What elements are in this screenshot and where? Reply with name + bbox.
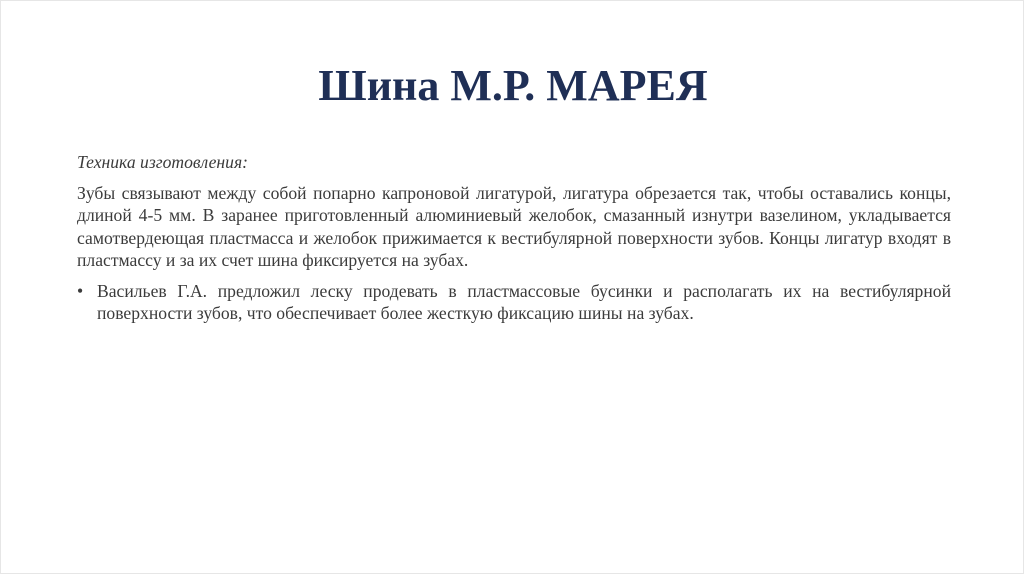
technique-subheading: Техника изготовления: bbox=[77, 152, 248, 172]
technique-paragraph: Зубы связывают между собой попарно капроновой лигатурой, лигатура обрезается так, чтобы оставались концы, длиной 4-5 мм. В заранее приготовленный алюминиевый желобок, смазанный изнутри вазелином, укладывается самотвердеющая пластмасса и желобок прижимается к вестибулярной поверхности зубов. Концы лигатур входят в пластмассу и за их счет шина фиксируется на зубах. bbox=[77, 182, 951, 270]
slide-title: Шина М.Р. МАРЕЯ bbox=[318, 61, 708, 110]
bullet-item bbox=[77, 280, 951, 325]
bullet-text: Васильев Г.А. предложил леску продевать в пластмассовые бусинки и располагать их на вестибулярной поверхности зубов, что обеспечивает более жесткую фиксацию шины на зубах. bbox=[97, 280, 951, 323]
slide-body bbox=[77, 151, 951, 325]
bullet-icon: • bbox=[77, 280, 84, 301]
